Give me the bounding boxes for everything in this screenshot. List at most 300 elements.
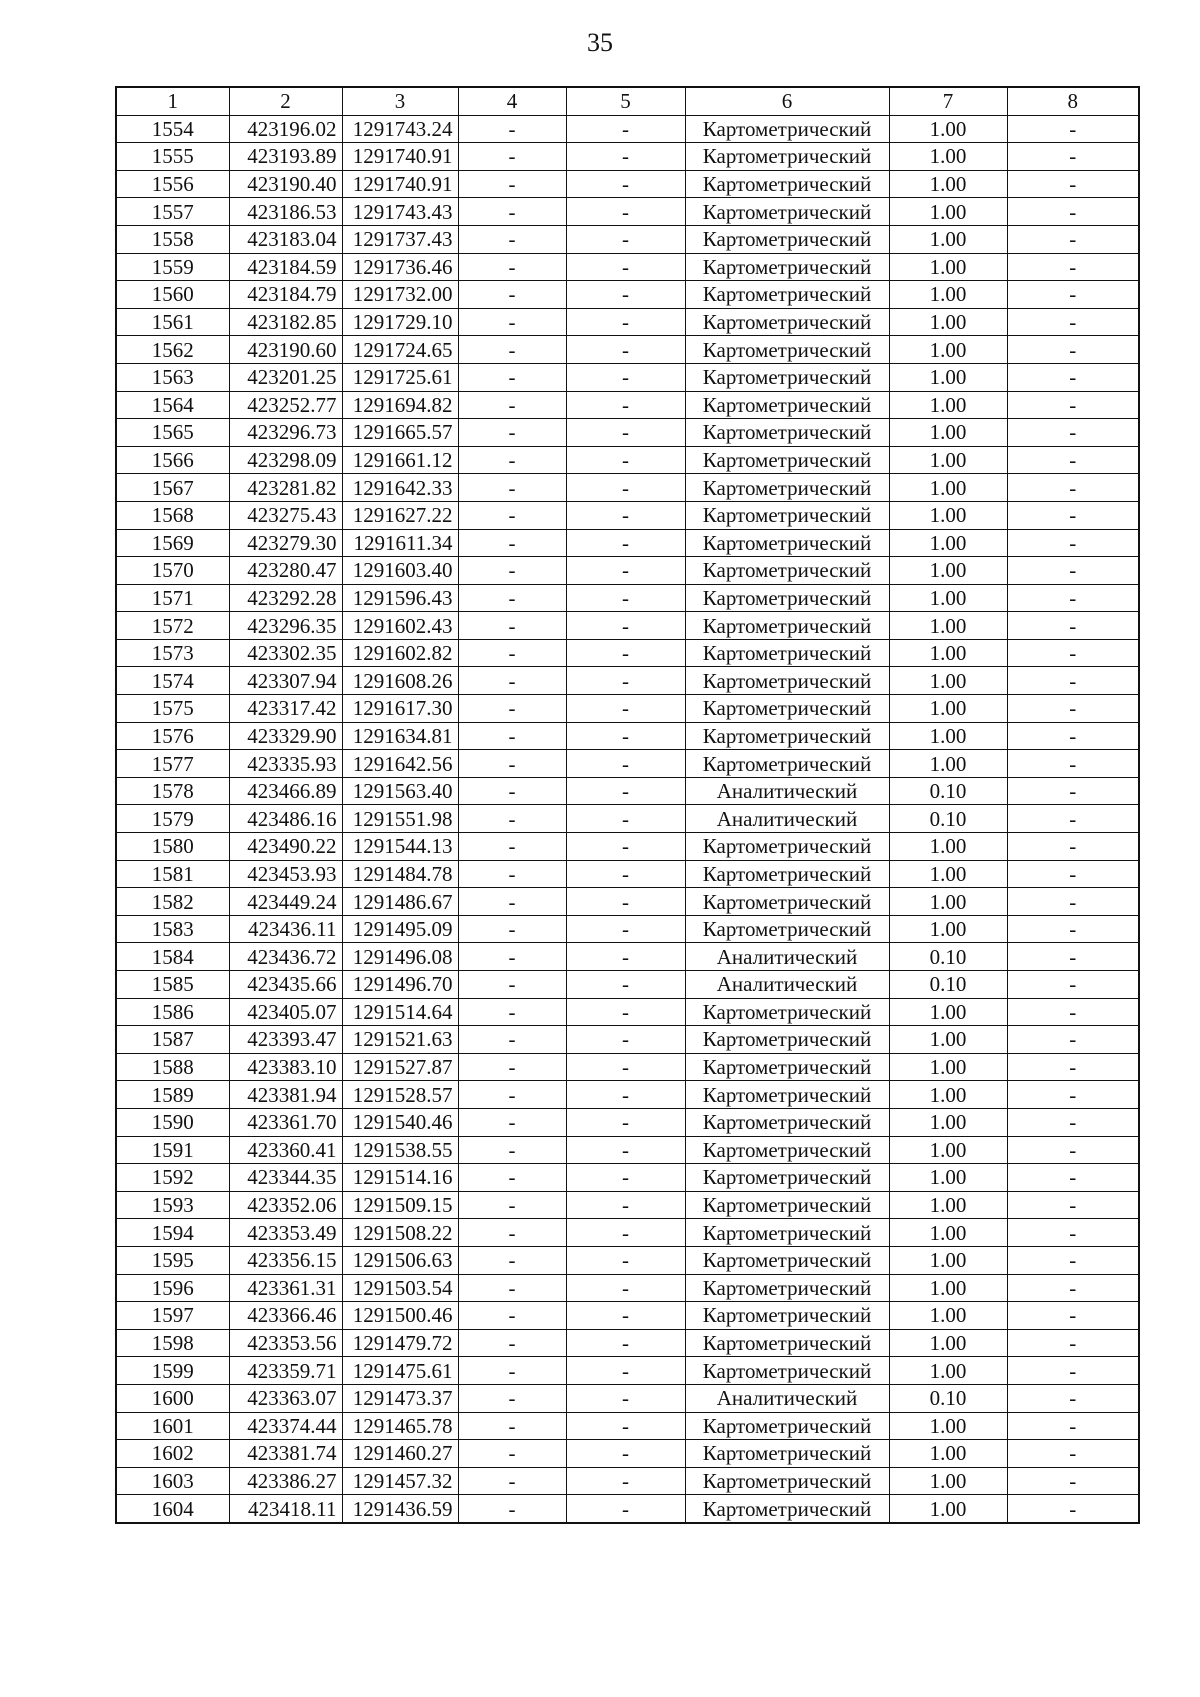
cell-column-5: - <box>566 1191 685 1219</box>
cell-x-coordinate: 423317.42 <box>229 695 342 723</box>
cell-method: Картометрический <box>685 888 889 916</box>
cell-column-4: - <box>458 1357 566 1385</box>
cell-x-coordinate: 423186.53 <box>229 198 342 226</box>
cell-method: Картометрический <box>685 391 889 419</box>
cell-column-5: - <box>566 198 685 226</box>
cell-column-4: - <box>458 1495 566 1523</box>
cell-point-number: 1595 <box>116 1246 229 1274</box>
cell-y-coordinate: 1291551.98 <box>342 805 458 833</box>
cell-column-8: - <box>1007 1136 1139 1164</box>
table-row <box>116 750 1139 778</box>
cell-method: Картометрический <box>685 1081 889 1109</box>
cell-column-4: - <box>458 722 566 750</box>
cell-column-4: - <box>458 143 566 171</box>
table-row <box>116 281 1139 309</box>
cell-method: Картометрический <box>685 170 889 198</box>
cell-y-coordinate: 1291509.15 <box>342 1191 458 1219</box>
cell-column-8: - <box>1007 860 1139 888</box>
cell-accuracy: 1.00 <box>889 336 1007 364</box>
cell-method: Картометрический <box>685 446 889 474</box>
cell-column-4: - <box>458 281 566 309</box>
cell-point-number: 1577 <box>116 750 229 778</box>
cell-column-5: - <box>566 612 685 640</box>
cell-method: Картометрический <box>685 1136 889 1164</box>
cell-column-4: - <box>458 971 566 999</box>
cell-accuracy: 1.00 <box>889 998 1007 1026</box>
cell-column-5: - <box>566 1081 685 1109</box>
cell-method: Картометрический <box>685 1329 889 1357</box>
cell-x-coordinate: 423352.06 <box>229 1191 342 1219</box>
cell-column-8: - <box>1007 971 1139 999</box>
table-row <box>116 336 1139 364</box>
table-row <box>116 998 1139 1026</box>
cell-accuracy: 0.10 <box>889 971 1007 999</box>
cell-y-coordinate: 1291603.40 <box>342 557 458 585</box>
table-row <box>116 391 1139 419</box>
cell-column-5: - <box>566 1329 685 1357</box>
cell-column-5: - <box>566 667 685 695</box>
cell-column-5: - <box>566 750 685 778</box>
cell-column-8: - <box>1007 198 1139 226</box>
cell-point-number: 1602 <box>116 1440 229 1468</box>
cell-y-coordinate: 1291527.87 <box>342 1053 458 1081</box>
cell-point-number: 1603 <box>116 1467 229 1495</box>
cell-point-number: 1555 <box>116 143 229 171</box>
cell-accuracy: 1.00 <box>889 1412 1007 1440</box>
cell-column-4: - <box>458 1026 566 1054</box>
coordinates-table <box>115 86 1140 1524</box>
cell-accuracy: 1.00 <box>889 253 1007 281</box>
cell-point-number: 1574 <box>116 667 229 695</box>
cell-column-5: - <box>566 170 685 198</box>
cell-point-number: 1584 <box>116 943 229 971</box>
cell-x-coordinate: 423353.49 <box>229 1219 342 1247</box>
cell-point-number: 1573 <box>116 639 229 667</box>
cell-y-coordinate: 1291484.78 <box>342 860 458 888</box>
cell-column-4: - <box>458 308 566 336</box>
cell-method: Картометрический <box>685 308 889 336</box>
cell-column-4: - <box>458 1219 566 1247</box>
cell-method: Картометрический <box>685 281 889 309</box>
column-header-3: 3 <box>342 87 458 115</box>
cell-accuracy: 1.00 <box>889 529 1007 557</box>
cell-y-coordinate: 1291665.57 <box>342 419 458 447</box>
cell-point-number: 1579 <box>116 805 229 833</box>
cell-y-coordinate: 1291540.46 <box>342 1108 458 1136</box>
cell-column-8: - <box>1007 225 1139 253</box>
cell-x-coordinate: 423366.46 <box>229 1302 342 1330</box>
cell-method: Картометрический <box>685 1026 889 1054</box>
cell-column-4: - <box>458 612 566 640</box>
cell-column-8: - <box>1007 1191 1139 1219</box>
cell-x-coordinate: 423435.66 <box>229 971 342 999</box>
cell-point-number: 1570 <box>116 557 229 585</box>
cell-point-number: 1598 <box>116 1329 229 1357</box>
cell-y-coordinate: 1291460.27 <box>342 1440 458 1468</box>
cell-accuracy: 1.00 <box>889 833 1007 861</box>
cell-point-number: 1571 <box>116 584 229 612</box>
table-row <box>116 612 1139 640</box>
cell-y-coordinate: 1291743.24 <box>342 115 458 143</box>
cell-column-4: - <box>458 253 566 281</box>
cell-method: Аналитический <box>685 971 889 999</box>
cell-column-5: - <box>566 363 685 391</box>
table-row <box>116 777 1139 805</box>
cell-column-5: - <box>566 1467 685 1495</box>
cell-method: Картометрический <box>685 1302 889 1330</box>
cell-method: Картометрический <box>685 584 889 612</box>
cell-column-5: - <box>566 1108 685 1136</box>
cell-column-4: - <box>458 198 566 226</box>
table-row <box>116 225 1139 253</box>
cell-x-coordinate: 423353.56 <box>229 1329 342 1357</box>
cell-column-8: - <box>1007 501 1139 529</box>
cell-method: Картометрический <box>685 1246 889 1274</box>
cell-accuracy: 1.00 <box>889 1357 1007 1385</box>
cell-column-4: - <box>458 1081 566 1109</box>
cell-point-number: 1560 <box>116 281 229 309</box>
cell-column-8: - <box>1007 1026 1139 1054</box>
cell-method: Картометрический <box>685 363 889 391</box>
cell-accuracy: 1.00 <box>889 667 1007 695</box>
cell-point-number: 1554 <box>116 115 229 143</box>
table-row <box>116 971 1139 999</box>
cell-method: Картометрический <box>685 1274 889 1302</box>
cell-y-coordinate: 1291495.09 <box>342 915 458 943</box>
cell-column-8: - <box>1007 1164 1139 1192</box>
cell-accuracy: 0.10 <box>889 805 1007 833</box>
cell-method: Картометрический <box>685 1357 889 1385</box>
cell-column-8: - <box>1007 915 1139 943</box>
cell-column-4: - <box>458 1329 566 1357</box>
cell-accuracy: 1.00 <box>889 281 1007 309</box>
cell-x-coordinate: 423281.82 <box>229 474 342 502</box>
cell-point-number: 1557 <box>116 198 229 226</box>
cell-column-4: - <box>458 391 566 419</box>
cell-method: Картометрический <box>685 915 889 943</box>
cell-column-4: - <box>458 915 566 943</box>
cell-y-coordinate: 1291729.10 <box>342 308 458 336</box>
cell-column-5: - <box>566 253 685 281</box>
cell-point-number: 1559 <box>116 253 229 281</box>
cell-column-8: - <box>1007 170 1139 198</box>
cell-accuracy: 1.00 <box>889 1136 1007 1164</box>
cell-y-coordinate: 1291475.61 <box>342 1357 458 1385</box>
cell-column-4: - <box>458 336 566 364</box>
cell-point-number: 1558 <box>116 225 229 253</box>
table-row <box>116 474 1139 502</box>
cell-column-4: - <box>458 1191 566 1219</box>
cell-column-5: - <box>566 1136 685 1164</box>
cell-x-coordinate: 423361.31 <box>229 1274 342 1302</box>
cell-point-number: 1565 <box>116 419 229 447</box>
cell-x-coordinate: 423363.07 <box>229 1384 342 1412</box>
cell-column-5: - <box>566 805 685 833</box>
cell-method: Картометрический <box>685 1191 889 1219</box>
cell-point-number: 1582 <box>116 888 229 916</box>
cell-point-number: 1568 <box>116 501 229 529</box>
cell-x-coordinate: 423356.15 <box>229 1246 342 1274</box>
cell-x-coordinate: 423453.93 <box>229 860 342 888</box>
cell-method: Картометрический <box>685 1440 889 1468</box>
column-header-6: 6 <box>685 87 889 115</box>
cell-y-coordinate: 1291602.82 <box>342 639 458 667</box>
table-row <box>116 115 1139 143</box>
cell-column-4: - <box>458 639 566 667</box>
cell-method: Аналитический <box>685 1384 889 1412</box>
cell-accuracy: 0.10 <box>889 943 1007 971</box>
cell-accuracy: 1.00 <box>889 1329 1007 1357</box>
cell-x-coordinate: 423296.73 <box>229 419 342 447</box>
cell-accuracy: 1.00 <box>889 860 1007 888</box>
cell-point-number: 1578 <box>116 777 229 805</box>
cell-accuracy: 1.00 <box>889 557 1007 585</box>
cell-accuracy: 1.00 <box>889 198 1007 226</box>
cell-x-coordinate: 423374.44 <box>229 1412 342 1440</box>
cell-accuracy: 1.00 <box>889 1274 1007 1302</box>
table-row <box>116 1440 1139 1468</box>
table-row <box>116 501 1139 529</box>
cell-point-number: 1583 <box>116 915 229 943</box>
cell-x-coordinate: 423302.35 <box>229 639 342 667</box>
cell-column-4: - <box>458 1164 566 1192</box>
table-row <box>116 446 1139 474</box>
table-row <box>116 722 1139 750</box>
table-row <box>116 1136 1139 1164</box>
cell-point-number: 1597 <box>116 1302 229 1330</box>
cell-column-4: - <box>458 1467 566 1495</box>
cell-y-coordinate: 1291732.00 <box>342 281 458 309</box>
cell-y-coordinate: 1291596.43 <box>342 584 458 612</box>
cell-column-5: - <box>566 281 685 309</box>
cell-column-5: - <box>566 1026 685 1054</box>
cell-point-number: 1592 <box>116 1164 229 1192</box>
cell-x-coordinate: 423381.94 <box>229 1081 342 1109</box>
cell-point-number: 1561 <box>116 308 229 336</box>
cell-method: Аналитический <box>685 777 889 805</box>
column-header-8: 8 <box>1007 87 1139 115</box>
cell-y-coordinate: 1291436.59 <box>342 1495 458 1523</box>
cell-column-5: - <box>566 722 685 750</box>
page-number: 35 <box>587 28 613 57</box>
table-row <box>116 363 1139 391</box>
cell-x-coordinate: 423307.94 <box>229 667 342 695</box>
cell-point-number: 1601 <box>116 1412 229 1440</box>
cell-accuracy: 1.00 <box>889 1081 1007 1109</box>
cell-column-8: - <box>1007 943 1139 971</box>
table-row <box>116 1302 1139 1330</box>
cell-column-8: - <box>1007 695 1139 723</box>
cell-point-number: 1563 <box>116 363 229 391</box>
cell-column-4: - <box>458 1274 566 1302</box>
cell-point-number: 1586 <box>116 998 229 1026</box>
cell-accuracy: 1.00 <box>889 695 1007 723</box>
cell-x-coordinate: 423292.28 <box>229 584 342 612</box>
cell-column-8: - <box>1007 777 1139 805</box>
cell-accuracy: 1.00 <box>889 363 1007 391</box>
cell-x-coordinate: 423436.72 <box>229 943 342 971</box>
cell-column-5: - <box>566 1302 685 1330</box>
cell-accuracy: 1.00 <box>889 612 1007 640</box>
cell-column-4: - <box>458 501 566 529</box>
cell-column-4: - <box>458 363 566 391</box>
cell-column-8: - <box>1007 281 1139 309</box>
cell-x-coordinate: 423360.41 <box>229 1136 342 1164</box>
cell-column-8: - <box>1007 557 1139 585</box>
cell-point-number: 1572 <box>116 612 229 640</box>
cell-point-number: 1594 <box>116 1219 229 1247</box>
cell-column-4: - <box>458 1384 566 1412</box>
table-row <box>116 1467 1139 1495</box>
cell-method: Картометрический <box>685 750 889 778</box>
table-row <box>116 833 1139 861</box>
cell-column-4: - <box>458 1136 566 1164</box>
cell-y-coordinate: 1291506.63 <box>342 1246 458 1274</box>
cell-x-coordinate: 423275.43 <box>229 501 342 529</box>
table-row <box>116 695 1139 723</box>
cell-accuracy: 1.00 <box>889 1440 1007 1468</box>
cell-column-4: - <box>458 805 566 833</box>
cell-column-8: - <box>1007 1440 1139 1468</box>
cell-column-4: - <box>458 888 566 916</box>
cell-accuracy: 1.00 <box>889 1191 1007 1219</box>
cell-accuracy: 1.00 <box>889 391 1007 419</box>
cell-point-number: 1567 <box>116 474 229 502</box>
cell-point-number: 1585 <box>116 971 229 999</box>
table-row <box>116 1191 1139 1219</box>
cell-column-4: - <box>458 667 566 695</box>
cell-accuracy: 1.00 <box>889 584 1007 612</box>
cell-column-4: - <box>458 557 566 585</box>
cell-method: Картометрический <box>685 529 889 557</box>
cell-accuracy: 1.00 <box>889 1302 1007 1330</box>
cell-point-number: 1591 <box>116 1136 229 1164</box>
cell-x-coordinate: 423252.77 <box>229 391 342 419</box>
cell-x-coordinate: 423296.35 <box>229 612 342 640</box>
table-row <box>116 805 1139 833</box>
cell-y-coordinate: 1291642.33 <box>342 474 458 502</box>
cell-y-coordinate: 1291563.40 <box>342 777 458 805</box>
cell-column-5: - <box>566 1053 685 1081</box>
table-row <box>116 419 1139 447</box>
cell-x-coordinate: 423279.30 <box>229 529 342 557</box>
cell-column-8: - <box>1007 253 1139 281</box>
table-row <box>116 1274 1139 1302</box>
cell-accuracy: 1.00 <box>889 722 1007 750</box>
cell-y-coordinate: 1291694.82 <box>342 391 458 419</box>
cell-column-4: - <box>458 1246 566 1274</box>
cell-column-5: - <box>566 971 685 999</box>
cell-y-coordinate: 1291627.22 <box>342 501 458 529</box>
cell-point-number: 1562 <box>116 336 229 364</box>
cell-accuracy: 0.10 <box>889 1384 1007 1412</box>
cell-y-coordinate: 1291486.67 <box>342 888 458 916</box>
table-row <box>116 667 1139 695</box>
cell-column-8: - <box>1007 1302 1139 1330</box>
cell-column-5: - <box>566 1164 685 1192</box>
cell-accuracy: 1.00 <box>889 170 1007 198</box>
cell-x-coordinate: 423490.22 <box>229 833 342 861</box>
cell-accuracy: 1.00 <box>889 1026 1007 1054</box>
cell-y-coordinate: 1291634.81 <box>342 722 458 750</box>
cell-accuracy: 1.00 <box>889 143 1007 171</box>
table-row <box>116 253 1139 281</box>
cell-column-4: - <box>458 750 566 778</box>
cell-column-8: - <box>1007 391 1139 419</box>
cell-y-coordinate: 1291479.72 <box>342 1329 458 1357</box>
cell-column-5: - <box>566 446 685 474</box>
table-row <box>116 915 1139 943</box>
cell-accuracy: 1.00 <box>889 446 1007 474</box>
cell-column-8: - <box>1007 833 1139 861</box>
cell-y-coordinate: 1291528.57 <box>342 1081 458 1109</box>
cell-column-4: - <box>458 1302 566 1330</box>
cell-column-5: - <box>566 557 685 585</box>
cell-column-8: - <box>1007 998 1139 1026</box>
cell-method: Картометрический <box>685 557 889 585</box>
cell-column-8: - <box>1007 1329 1139 1357</box>
column-header-4: 4 <box>458 87 566 115</box>
cell-column-4: - <box>458 1053 566 1081</box>
cell-column-8: - <box>1007 1357 1139 1385</box>
cell-column-5: - <box>566 777 685 805</box>
cell-column-8: - <box>1007 363 1139 391</box>
cell-column-5: - <box>566 915 685 943</box>
cell-column-4: - <box>458 1108 566 1136</box>
cell-column-5: - <box>566 391 685 419</box>
cell-column-5: - <box>566 419 685 447</box>
cell-method: Картометрический <box>685 501 889 529</box>
cell-point-number: 1576 <box>116 722 229 750</box>
table-row <box>116 1384 1139 1412</box>
cell-y-coordinate: 1291544.13 <box>342 833 458 861</box>
cell-x-coordinate: 423190.60 <box>229 336 342 364</box>
table-header-row <box>116 87 1139 115</box>
cell-x-coordinate: 423405.07 <box>229 998 342 1026</box>
cell-method: Картометрический <box>685 1164 889 1192</box>
cell-column-8: - <box>1007 1053 1139 1081</box>
cell-column-8: - <box>1007 1467 1139 1495</box>
table-row <box>116 860 1139 888</box>
cell-column-8: - <box>1007 143 1139 171</box>
cell-y-coordinate: 1291465.78 <box>342 1412 458 1440</box>
cell-point-number: 1599 <box>116 1357 229 1385</box>
cell-column-8: - <box>1007 750 1139 778</box>
cell-column-4: - <box>458 170 566 198</box>
cell-column-5: - <box>566 943 685 971</box>
column-header-5: 5 <box>566 87 685 115</box>
cell-method: Картометрический <box>685 1412 889 1440</box>
cell-method: Картометрический <box>685 667 889 695</box>
column-header-2: 2 <box>229 87 342 115</box>
cell-point-number: 1566 <box>116 446 229 474</box>
cell-y-coordinate: 1291611.34 <box>342 529 458 557</box>
cell-column-8: - <box>1007 722 1139 750</box>
cell-method: Картометрический <box>685 998 889 1026</box>
cell-y-coordinate: 1291500.46 <box>342 1302 458 1330</box>
cell-y-coordinate: 1291740.91 <box>342 170 458 198</box>
table-body <box>116 115 1139 1523</box>
cell-y-coordinate: 1291457.32 <box>342 1467 458 1495</box>
cell-column-5: - <box>566 860 685 888</box>
cell-point-number: 1604 <box>116 1495 229 1523</box>
cell-point-number: 1588 <box>116 1053 229 1081</box>
cell-y-coordinate: 1291661.12 <box>342 446 458 474</box>
cell-method: Картометрический <box>685 695 889 723</box>
cell-accuracy: 1.00 <box>889 501 1007 529</box>
cell-column-5: - <box>566 833 685 861</box>
cell-accuracy: 1.00 <box>889 639 1007 667</box>
